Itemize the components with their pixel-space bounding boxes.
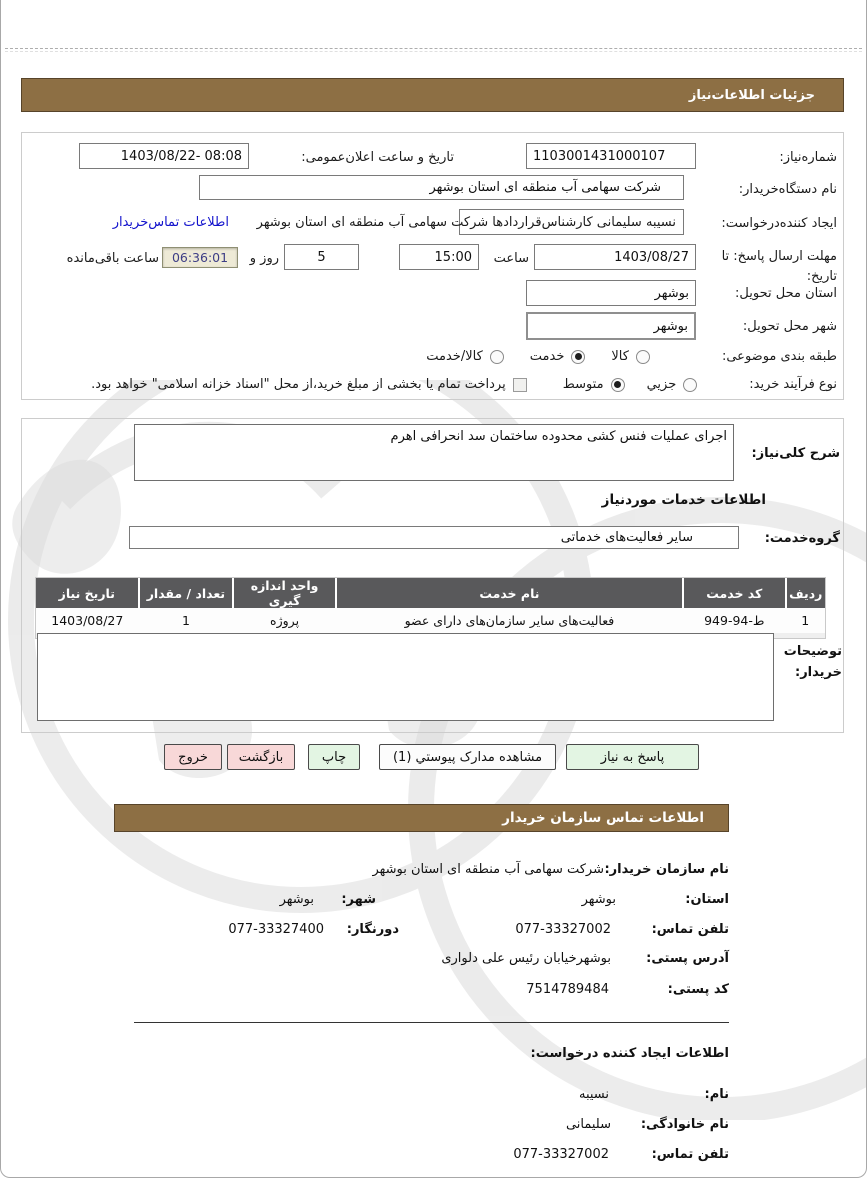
contact-postal-value: 7514789484 xyxy=(526,982,609,997)
purchase-process-label: نوع فرآیند خرید: xyxy=(749,377,837,392)
service-radio[interactable] xyxy=(571,350,585,364)
treasury-payment-option xyxy=(91,377,527,392)
request-creator-value: نسیبه سلیمانی کارشناس‌قراردادها شرکت سهامی آب منطقه ای استان بوشهر xyxy=(256,215,676,230)
goods-radio-label: کالا xyxy=(611,349,629,364)
goods-service-radio-label: کالا/خدمت xyxy=(426,349,483,364)
service-group-field[interactable] xyxy=(129,526,739,549)
contact-postal-label: کد پستی: xyxy=(667,982,729,997)
minor-radio[interactable] xyxy=(683,378,697,392)
contact-province-label: استان: xyxy=(685,892,729,907)
remaining-hours-label: ساعت باقی‌مانده xyxy=(66,251,159,266)
subject-classification-row xyxy=(426,349,837,364)
goods-radio[interactable] xyxy=(636,350,650,364)
contact-fax-value: 077-33327400 xyxy=(228,922,324,937)
deadline-time-field[interactable] xyxy=(399,244,479,270)
announce-datetime-label: تاریخ و ساعت اعلان‌عمومی: xyxy=(301,150,454,165)
col-row-number: ردیف xyxy=(786,578,825,608)
subject-classification-label: طبقه بندی موضوعی: xyxy=(721,349,837,364)
contact-address-label: آدرس پستی: xyxy=(646,951,729,966)
deadline-date-value: 1403/08/27 xyxy=(614,249,689,265)
creator-last-name-value: سلیمانی xyxy=(565,1117,611,1132)
remaining-time-countdown xyxy=(162,247,238,268)
contact-section-divider xyxy=(134,1022,729,1023)
buyer-contact-heading: اطلاعات تماس سازمان خریدار xyxy=(502,810,704,826)
service-group-value: سایر فعالیت‌های خدماتی xyxy=(560,530,693,545)
creator-phone-label: تلفن تماس: xyxy=(651,1147,729,1162)
service-radio-label: خدمت xyxy=(529,349,565,364)
buyer-org-name-label: نام سازمان خریدار: xyxy=(604,862,729,877)
service-group-label: گروه‌خدمت: xyxy=(764,531,840,546)
announce-datetime-field[interactable] xyxy=(79,143,249,169)
contact-address-value: بوشهرخیابان رئیس علی دلواری xyxy=(441,951,611,966)
deadline-date-field[interactable] xyxy=(534,244,696,270)
deadline-days-field[interactable] xyxy=(284,244,359,270)
print-button[interactable] xyxy=(308,744,360,770)
remaining-time-value: 06:36:01 xyxy=(171,250,229,265)
delivery-city-value: بوشهر xyxy=(653,318,688,334)
buyer-org-value: شرکت سهامی آب منطقه ای استان بوشهر xyxy=(429,180,661,195)
respond-to-need-button[interactable] xyxy=(566,744,699,770)
request-creator-label: ایجاد کننده‌درخواست: xyxy=(721,216,837,231)
buyer-notes-textarea[interactable] xyxy=(37,633,774,721)
announce-datetime-value: 1403/08/22- 08:08 xyxy=(120,148,242,164)
buyer-org-field[interactable] xyxy=(199,175,684,200)
view-attached-docs-button[interactable] xyxy=(379,744,556,770)
print-button-label: چاپ xyxy=(321,749,347,765)
cell-row-number: 1 xyxy=(786,608,825,633)
classification-option-service xyxy=(530,349,586,364)
request-creator-info-heading: اطلاعات ایجاد کننده درخواست: xyxy=(530,1046,729,1061)
creator-phone-value: 077-33327002 xyxy=(513,1147,609,1162)
delivery-city-label: شهر محل تحویل: xyxy=(742,319,837,334)
reply-deadline-label: مهلت ارسال پاسخ: تا تاریخ: xyxy=(721,249,837,284)
classification-option-goods xyxy=(611,349,650,364)
top-dotted-divider-2 xyxy=(5,51,862,52)
need-number-label: شماره‌نیاز: xyxy=(779,150,837,165)
buyer-notes-label: توضیحات خریدار: xyxy=(783,644,842,680)
cell-service-name: فعالیت‌های سایر سازمان‌های دارای عضو xyxy=(336,608,683,633)
cell-service-code: ط-94-949 xyxy=(683,608,786,633)
view-docs-button-label: مشاهده مدارک پیوستي (1) xyxy=(392,749,543,765)
cell-quantity: 1 xyxy=(139,608,234,633)
need-description-value: اجرای عملیات فنس کشی محدوده ساختمان سد انحرافی اهرم xyxy=(390,429,727,444)
medium-radio[interactable] xyxy=(611,378,625,392)
deadline-days-value: 5 xyxy=(317,249,326,265)
deadline-time-value: 15:00 xyxy=(434,249,472,265)
back-button-label: بازگشت xyxy=(238,749,284,765)
need-description-label: شرح کلی‌نیاز: xyxy=(751,446,840,461)
services-table-header-row xyxy=(36,578,825,608)
delivery-city-field[interactable] xyxy=(526,312,696,340)
delivery-province-label: استان محل تحویل: xyxy=(735,286,837,301)
need-description-textarea[interactable] xyxy=(134,424,734,481)
contact-province-value: بوشهر xyxy=(581,892,616,907)
contact-phone-label: تلفن تماس: xyxy=(651,922,729,937)
medium-radio-label: متوسط xyxy=(562,377,604,392)
purchase-process-row xyxy=(91,377,837,392)
delivery-province-field[interactable] xyxy=(526,280,696,306)
cell-need-date: 1403/08/27 xyxy=(36,608,139,633)
creator-last-name-label: نام خانوادگی: xyxy=(640,1117,729,1132)
process-option-minor xyxy=(647,377,698,392)
services-table xyxy=(35,577,826,639)
respond-button-label: پاسخ به نیاز xyxy=(600,749,665,765)
goods-service-radio[interactable] xyxy=(490,350,504,364)
services-info-heading: اطلاعات خدمات موردنیاز xyxy=(601,492,766,508)
exit-button[interactable] xyxy=(164,744,222,770)
treasury-payment-checkbox[interactable] xyxy=(513,378,527,392)
col-quantity: تعداد / مقدار xyxy=(139,578,234,608)
contact-fax-label: دورنگار: xyxy=(346,922,399,937)
creator-first-name-value: نسیبه xyxy=(578,1087,609,1102)
col-unit: واحد اندازه گیری xyxy=(233,578,336,608)
contact-city-label: شهر: xyxy=(341,892,376,907)
exit-button-label: خروج xyxy=(178,749,208,765)
col-service-code: کد خدمت xyxy=(683,578,786,608)
section-header-need-details xyxy=(21,78,844,112)
delivery-province-value: بوشهر xyxy=(654,285,689,301)
contact-city-value: بوشهر xyxy=(279,892,314,907)
page-title: جزئیات اطلاعات‌نیاز xyxy=(688,87,815,103)
deadline-hour-label: ساعت xyxy=(493,251,529,266)
need-number-field[interactable] xyxy=(526,143,696,169)
back-button[interactable] xyxy=(227,744,295,770)
col-service-name: نام خدمت xyxy=(336,578,683,608)
creator-first-name-label: نام: xyxy=(704,1087,729,1102)
buyer-contact-link[interactable]: اطلاعات تماس‌خریدار xyxy=(112,215,229,230)
classification-option-goods-service xyxy=(426,349,504,364)
col-need-date: تاریخ نیاز xyxy=(36,578,139,608)
buyer-org-name-value: شرکت سهامی آب منطقه ای استان بوشهر xyxy=(372,862,604,877)
contact-phone-value: 077-33327002 xyxy=(515,922,611,937)
buyer-org-label: نام دستگاه‌خریدار: xyxy=(738,182,837,197)
minor-radio-label: جزيي xyxy=(646,377,677,392)
need-number-value: 1103001431000107 xyxy=(533,148,666,164)
cell-unit: پروژه xyxy=(233,608,336,633)
top-dotted-divider xyxy=(5,48,862,49)
treasury-payment-label: پرداخت تمام یا بخشی از مبلغ خرید،از محل "اسناد خزانه اسلامی" خواهد بود. xyxy=(91,377,506,392)
table-row xyxy=(36,608,825,633)
process-option-medium xyxy=(563,377,625,392)
days-and-label: روز و xyxy=(249,251,279,266)
section-header-buyer-contact xyxy=(114,804,729,832)
